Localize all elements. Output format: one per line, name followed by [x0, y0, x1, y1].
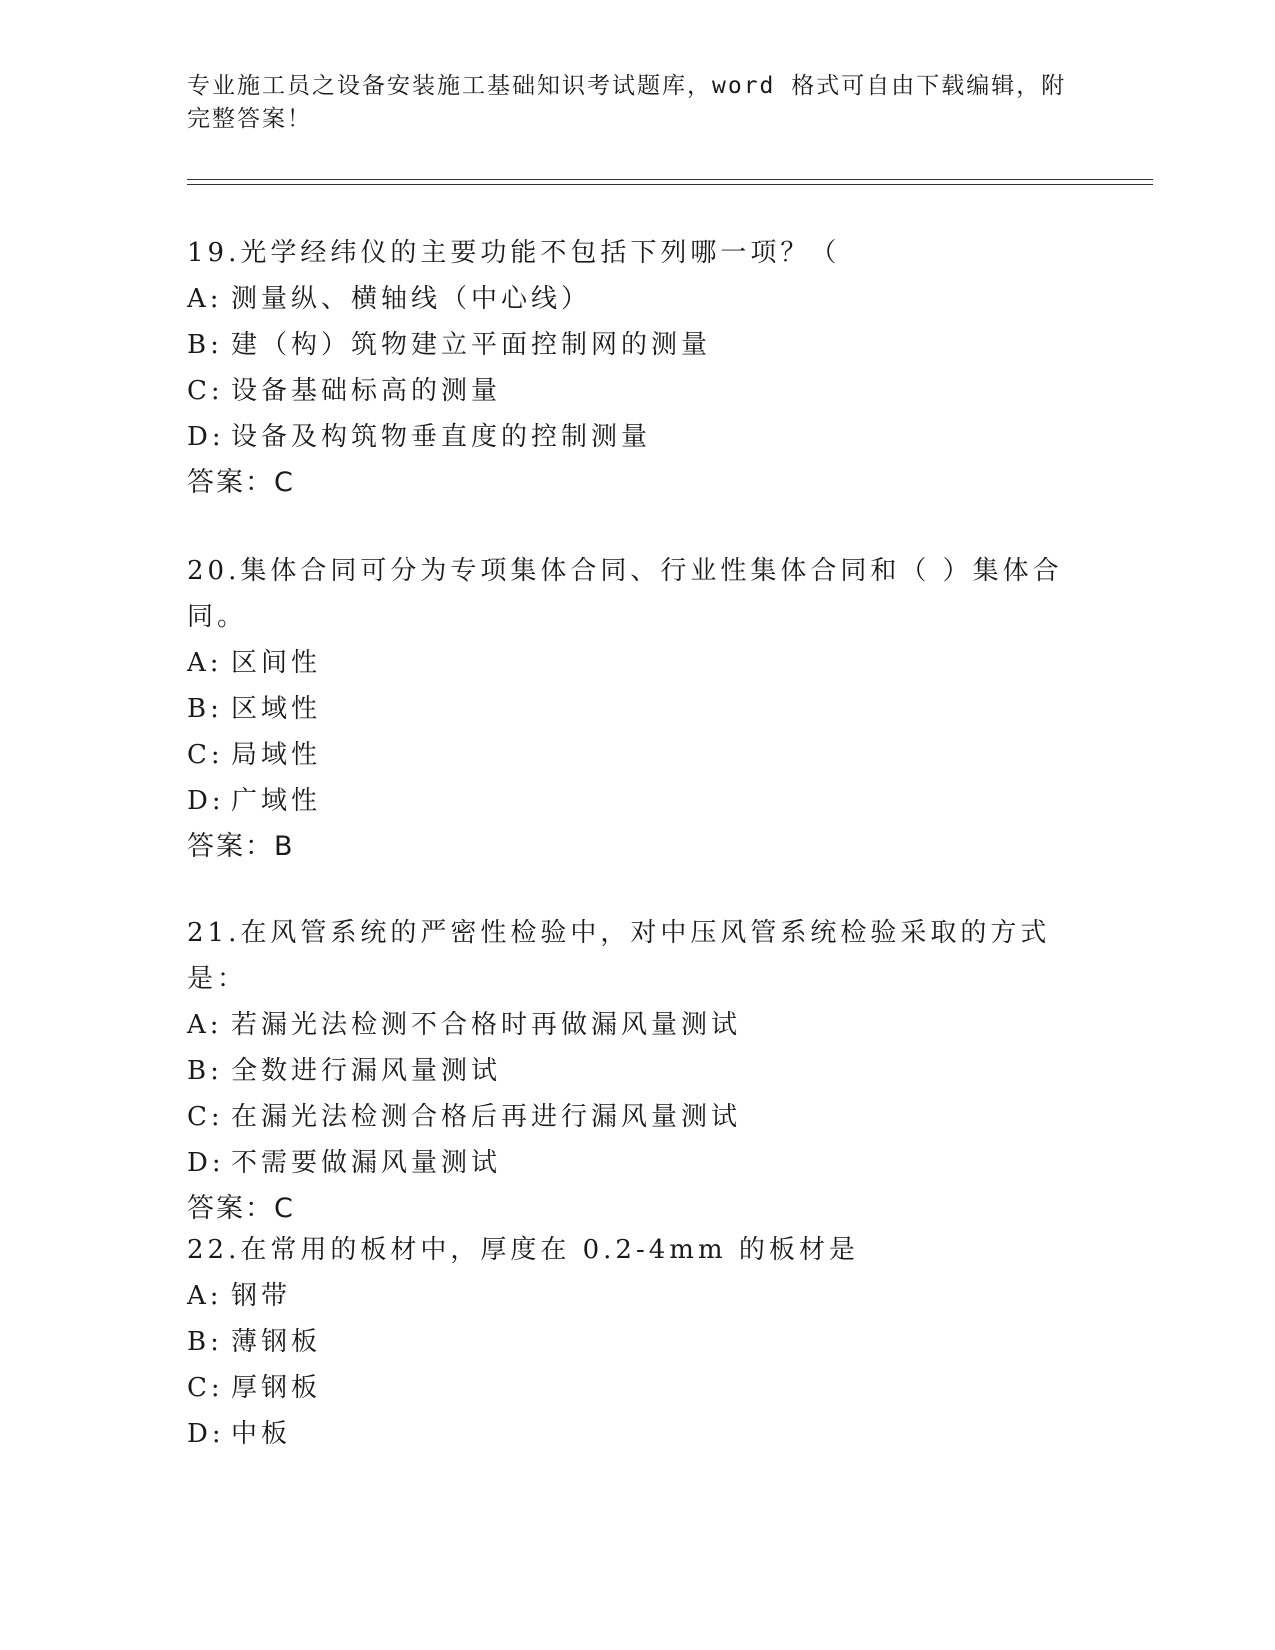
question-21: [187, 910, 1087, 1232]
option-text: 设备及构筑物垂直度的控制测量: [231, 422, 652, 452]
question-19: [187, 230, 1087, 506]
question-stem: 21.在风管系统的严密性检验中，对中压风管系统检验采取的方式是：: [187, 918, 1051, 994]
option-d: [187, 778, 1087, 824]
option-c: [187, 732, 1087, 778]
option-text: 设备基础标高的测量: [231, 376, 502, 406]
option-b: [187, 322, 1087, 368]
option-key: C:: [187, 376, 224, 406]
option-b: [187, 1319, 1087, 1365]
option-key: C:: [187, 740, 224, 770]
option-b: [187, 686, 1087, 732]
option-a: [187, 1002, 1087, 1048]
option-key: B:: [187, 1056, 223, 1086]
answer-line: 答案：B: [187, 831, 295, 862]
answer-line: 答案：C: [187, 467, 295, 498]
option-text: 厚钢板: [231, 1373, 322, 1403]
option-c: [187, 1094, 1087, 1140]
option-key: D:: [187, 422, 225, 452]
option-text: 薄钢板: [231, 1327, 322, 1357]
option-key: A:: [187, 1010, 223, 1040]
option-d: [187, 1140, 1087, 1186]
option-key: C:: [187, 1102, 224, 1132]
option-key: D:: [187, 1419, 225, 1449]
option-text: 区间性: [231, 648, 322, 678]
question-20: [187, 548, 1087, 870]
option-key: A:: [187, 1281, 223, 1311]
question-stem: 19.光学经纬仪的主要功能不包括下列哪一项？（: [187, 238, 841, 268]
option-a: [187, 276, 1087, 322]
option-d: [187, 414, 1087, 460]
option-text: 中板: [231, 1419, 292, 1449]
option-key: D:: [187, 1148, 225, 1178]
header-rule-bottom: [187, 184, 1153, 185]
option-key: C:: [187, 1373, 224, 1403]
option-text: 局域性: [231, 740, 322, 770]
option-text: 钢带: [231, 1281, 292, 1311]
answer-line: 答案：C: [187, 1193, 295, 1224]
option-text: 在漏光法检测合格后再进行漏风量测试: [231, 1102, 742, 1132]
option-text: 广域性: [231, 786, 322, 816]
option-text: 不需要做漏风量测试: [231, 1148, 502, 1178]
option-text: 区域性: [231, 694, 322, 724]
option-text: 测量纵、横轴线（中心线）: [231, 284, 592, 314]
option-d: [187, 1411, 1087, 1457]
question-stem: 22.在常用的板材中，厚度在 0.2-4mm 的板材是: [187, 1235, 859, 1265]
document-header: 专业施工员之设备安装施工基础知识考试题库，word 格式可自由下载编辑，附完整答案！: [187, 73, 1067, 132]
question-stem: 20.集体合同可分为专项集体合同、行业性集体合同和（ ）集体合同。: [187, 556, 1063, 632]
option-key: A:: [187, 284, 223, 314]
option-a: [187, 640, 1087, 686]
option-text: 全数进行漏风量测试: [231, 1056, 502, 1086]
option-b: [187, 1048, 1087, 1094]
option-key: B:: [187, 1327, 223, 1357]
option-key: B:: [187, 330, 223, 360]
option-a: [187, 1273, 1087, 1319]
header-rule-top: [187, 179, 1153, 180]
option-text: 若漏光法检测不合格时再做漏风量测试: [231, 1010, 742, 1040]
option-key: A:: [187, 648, 223, 678]
option-c: [187, 1365, 1087, 1411]
option-c: [187, 368, 1087, 414]
option-text: 建（构）筑物建立平面控制网的测量: [231, 330, 712, 360]
option-key: D:: [187, 786, 225, 816]
question-22: [187, 1227, 1087, 1457]
option-key: B:: [187, 694, 223, 724]
